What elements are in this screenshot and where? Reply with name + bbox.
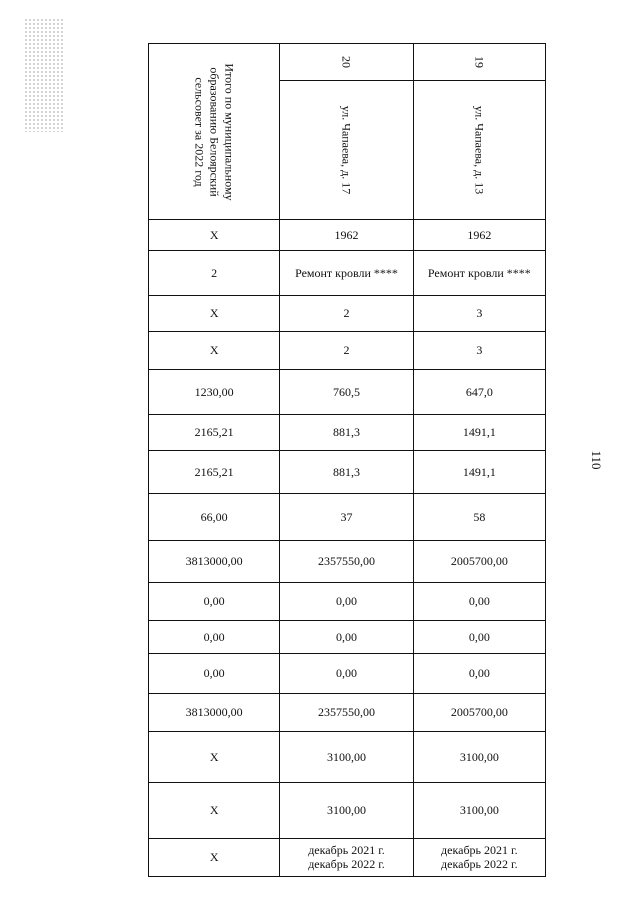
total-cell: 3813000,00: [149, 541, 280, 583]
value-cell: 1491,1: [413, 415, 545, 451]
table-row: [149, 583, 546, 621]
total-cell: Х: [149, 296, 280, 332]
value-cell: 2: [280, 332, 413, 370]
table-row: [149, 251, 546, 296]
value-cell: 0,00: [413, 621, 545, 654]
header-total-cell: [149, 44, 280, 220]
value-cell: 58: [413, 494, 545, 541]
value-cell: 0,00: [280, 583, 413, 621]
total-cell: 2165,21: [149, 415, 280, 451]
date-line: декабрь 2021 г.: [308, 842, 385, 857]
date-cell: [413, 839, 545, 877]
table-row: [149, 494, 546, 541]
value-cell: 1962: [413, 220, 545, 251]
value-cell: 3100,00: [413, 783, 545, 839]
header-col-c-address: [413, 81, 545, 220]
table-row: [149, 732, 546, 783]
table-row: [149, 541, 546, 583]
value-cell: 0,00: [413, 583, 545, 621]
table-row: [149, 332, 546, 370]
value-cell: 0,00: [280, 621, 413, 654]
table-row: [149, 415, 546, 451]
total-cell: 66,00: [149, 494, 280, 541]
table-row: [149, 621, 546, 654]
renovation-table: [148, 43, 546, 877]
total-cell: 2165,21: [149, 451, 280, 494]
total-cell: Х: [149, 332, 280, 370]
total-cell: 0,00: [149, 583, 280, 621]
value-cell: 647,0: [413, 370, 545, 415]
value-cell: 760,5: [280, 370, 413, 415]
value-cell: 3: [413, 332, 545, 370]
col-b-address: ул. Чапаева, д. 17: [339, 105, 354, 195]
date-line: декабрь 2022 г.: [308, 856, 385, 871]
table-row: [149, 370, 546, 415]
value-cell: 2357550,00: [280, 541, 413, 583]
value-cell: 3100,00: [280, 732, 413, 783]
total-cell: 0,00: [149, 621, 280, 654]
page-number: 110: [589, 450, 604, 470]
total-cell: 0,00: [149, 654, 280, 694]
header-col-c-number: [413, 44, 545, 81]
value-cell: Ремонт кровли ****: [413, 251, 545, 296]
table-row: [149, 654, 546, 694]
value-cell: 37: [280, 494, 413, 541]
table-row: [149, 220, 546, 251]
table-row: [149, 783, 546, 839]
header-total-label: Итого по муниципальному образованию Белоярский сельсовет за 2022 год: [192, 62, 237, 201]
value-cell: 1962: [280, 220, 413, 251]
value-cell: 3100,00: [280, 783, 413, 839]
value-cell: 2: [280, 296, 413, 332]
value-cell: Ремонт кровли ****: [280, 251, 413, 296]
total-cell: 1230,00: [149, 370, 280, 415]
value-cell: 0,00: [280, 654, 413, 694]
table-row: [149, 694, 546, 732]
total-cell: Х: [149, 783, 280, 839]
table-row: [149, 451, 546, 494]
table-row: [149, 839, 546, 877]
total-cell: 3813000,00: [149, 694, 280, 732]
scan-artifact: [24, 18, 64, 132]
value-cell: 0,00: [413, 654, 545, 694]
value-cell: 881,3: [280, 415, 413, 451]
header-col-b-address: [280, 81, 413, 220]
col-c-number: 19: [472, 56, 487, 68]
total-cell: Х: [149, 220, 280, 251]
value-cell: 1491,1: [413, 451, 545, 494]
value-cell: 3: [413, 296, 545, 332]
value-cell: 2005700,00: [413, 694, 545, 732]
value-cell: 2005700,00: [413, 541, 545, 583]
header-col-b-number: [280, 44, 413, 81]
table-row: [149, 296, 546, 332]
value-cell: 881,3: [280, 451, 413, 494]
value-cell: 3100,00: [413, 732, 545, 783]
total-cell: Х: [149, 839, 280, 877]
total-cell: Х: [149, 732, 280, 783]
col-c-address: ул. Чапаева, д. 13: [472, 105, 487, 195]
value-cell: 2357550,00: [280, 694, 413, 732]
date-line: декабрь 2021 г.: [441, 842, 518, 857]
date-line: декабрь 2022 г.: [441, 856, 518, 871]
total-cell: 2: [149, 251, 280, 296]
col-b-number: 20: [339, 56, 354, 68]
date-cell: [280, 839, 413, 877]
